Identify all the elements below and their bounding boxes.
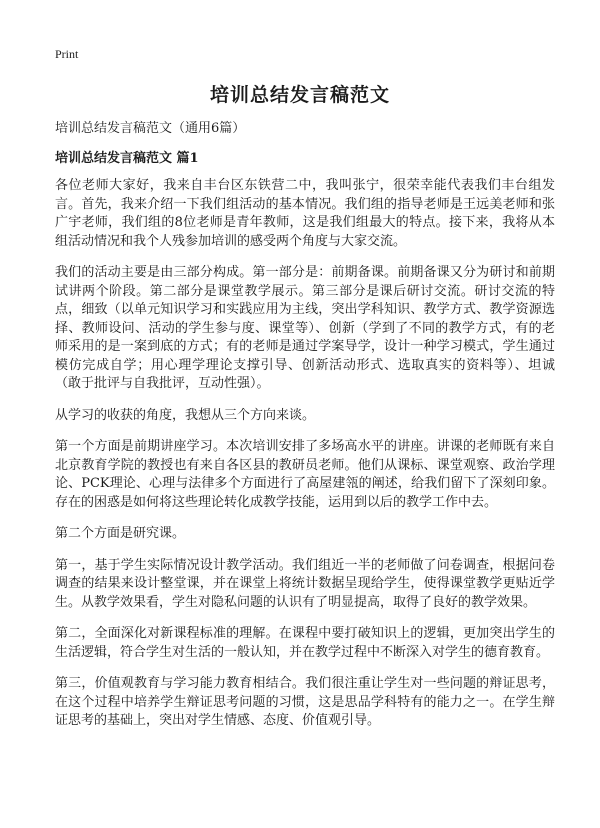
paragraph: 我们的活动主要是由三部分构成。第一部分是：前期备课。前期备课又分为研讨和前期试讲两个阶段。第二部分是课堂教学展示。第三部分是课后研讨交流。研讨交流的特点，细致（以单元知识学习和实践应用为主线，突出学科知识、教学方式、教学资源选择、教师设问、活动的学生参与度、课堂等）、创新（学到了不同的教学方式，有的老师采用的是一案到底的方式；有的老师是通过学案导学，设计一种学习模式，学生通过模仿完成自学；用心理学理论支撑引导、创新活动形式、选取真实的资料等）、坦诚（敢于批评与自我批评，互动性强）。 <box>55 265 555 391</box>
document-body <box>55 120 555 744</box>
section-heading: 培训总结发言稿范文 篇1 <box>55 151 199 166</box>
paragraph: 第三，价值观教育与学习能力教育相结合。我们很注重让学生对一些问题的辩证思考，在这个过程中培养学生辩证思考问题的习惯，这是思品学科特有的能力之一。在学生辩证思考的基础上，突出对学生情感、态度、价值观引导。 <box>55 676 555 728</box>
paragraph: 各位老师大家好，我来自丰台区东铁营二中，我叫张宁，很荣幸能代表我们丰台组发言。首先，我来介绍一下我们组活动的基本情况。我们组的指导老师是王远美老师和张广宇老师，我们组的8位老师是青年教师，这是我们组最大的特点。接下来，我将从本组活动情况和我个人残参加培训的感受两个角度与大家交流。 <box>55 178 555 249</box>
paragraph: 第二，全面深化对新课程标准的理解。在课程中要打破知识上的逻辑，更加突出学生的生活逻辑，符合学生对生活的一般认知，并在教学过程中不断深入对学生的德育教育。 <box>55 626 555 660</box>
paragraph: 第一个方面是前期讲座学习。本次培训安排了多场高水平的讲座。讲课的老师既有来自北京教育学院的教授也有来自各区县的教研员老师。他们从课标、课堂观察、政治学理论、PCK理论、心理与法律多个方面进行了高屋建瓴的阐述，给我们留下了深刻印象。存在的困惑是如何将这些理论转化成教学技能，运用到以后的教学工作中去。 <box>55 439 555 510</box>
document-title: 培训总结发言稿范文 <box>209 84 390 106</box>
paragraph: 第二个方面是研究课。 <box>55 526 186 541</box>
paragraph: 第一，基于学生实际情况设计教学活动。我们组近一半的老师做了问卷调查，根据问卷调查的结果来设计整堂课，并在课堂上将统计数据呈现给学生，使得课堂教学更贴近学生。从教学效果看，学生对隐私问题的认识有了明显提高，取得了良好的教学效果。 <box>55 557 555 610</box>
print-link[interactable]: Print <box>55 47 79 61</box>
document-subtitle: 培训总结发言稿范文（通用6篇） <box>55 121 246 136</box>
paragraph: 从学习的收获的角度，我想从三个方向来谈。 <box>55 407 316 423</box>
